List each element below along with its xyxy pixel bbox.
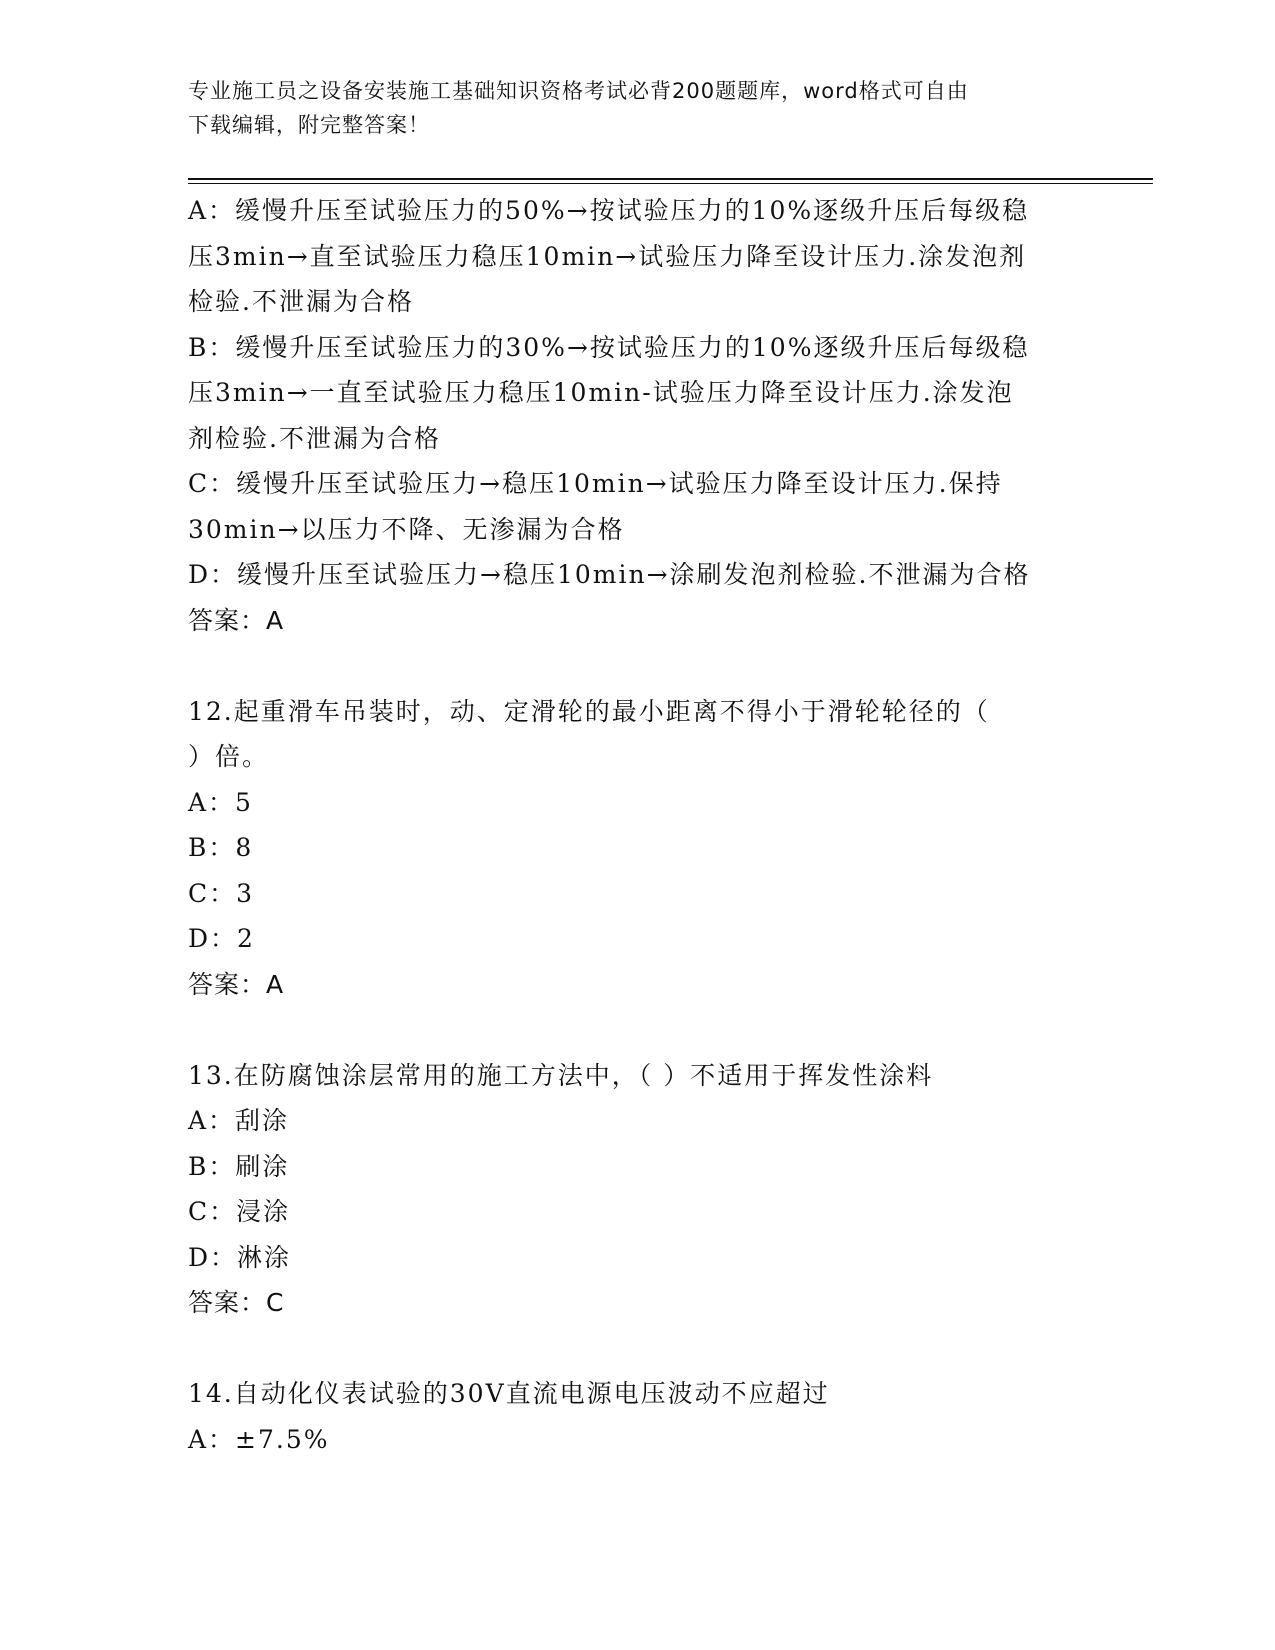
option-c-line-1: C：缓慢升压至试验压力→稳压10min→试验压力降至设计压力.保持: [188, 469, 1003, 498]
question-stem-line-1: 13.在防腐蚀涂层常用的施工方法中，（ ）不适用于挥发性涂料: [188, 1060, 934, 1090]
option-b-line-1: B：缓慢升压至试验压力的30%→按试验压力的10%逐级升压后每级稳: [188, 332, 1030, 362]
spacer: [188, 1007, 1088, 1053]
question-stem-line-2: ）倍。: [188, 742, 270, 771]
header-line-1: 专业施工员之设备安装施工基础知识资格考试必背200题题库，word格式可自由: [188, 79, 969, 103]
header-line-2: 下载编辑，附完整答案！: [188, 113, 430, 137]
question-stem-line-1: 12.起重滑车吊装时，动、定滑轮的最小距离不得小于滑轮轮径的（: [188, 696, 990, 726]
option-a-line-3: 检验.不泄漏为合格: [188, 287, 414, 316]
question-11-options: [188, 188, 1088, 643]
answer-label: 答案：A: [188, 605, 285, 635]
option-b-line-2: 压3min→一直至试验压力稳压10min-试验压力降至设计压力.涂发泡: [188, 378, 1014, 407]
header-divider-thin: [188, 183, 1153, 184]
option-c: C：3: [188, 878, 255, 908]
document-header: [188, 74, 1068, 142]
option-a: A：5: [188, 787, 253, 817]
answer-label: 答案：A: [188, 969, 285, 999]
option-d: D：淋涂: [188, 1242, 292, 1272]
option-b-line-3: 剂检验.不泄漏为合格: [188, 423, 441, 453]
answer-label: 答案：C: [188, 1288, 285, 1317]
spacer: [188, 1326, 1088, 1372]
question-list: [188, 188, 1088, 1462]
question-stem-line-1: 14.自动化仪表试验的30V直流电源电压波动不应超过: [188, 1379, 830, 1408]
option-d: D：2: [188, 924, 255, 953]
option-c: C：浸涂: [188, 1197, 291, 1226]
header-divider-thick: [188, 178, 1153, 180]
option-c-line-2: 30min→以压力不降、无渗漏为合格: [188, 514, 625, 544]
option-a: A：±7.5%: [188, 1424, 330, 1454]
option-a-line-2: 压3min→直至试验压力稳压10min→试验压力降至设计压力.涂发泡剂: [188, 241, 1027, 271]
spacer: [188, 643, 1088, 689]
question-13: [188, 1053, 1088, 1326]
option-a-line-1: A：缓慢升压至试验压力的50%→按试验压力的10%逐级升压后每级稳: [188, 196, 1030, 225]
question-12: [188, 689, 1088, 1008]
option-d-line-1: D：缓慢升压至试验压力→稳压10min→涂刷发泡剂检验.不泄漏为合格: [188, 560, 1031, 589]
option-b: B：刷涂: [188, 1151, 290, 1181]
option-a: A：刮涂: [188, 1106, 290, 1135]
option-b: B：8: [188, 833, 254, 862]
question-14: [188, 1371, 1088, 1462]
